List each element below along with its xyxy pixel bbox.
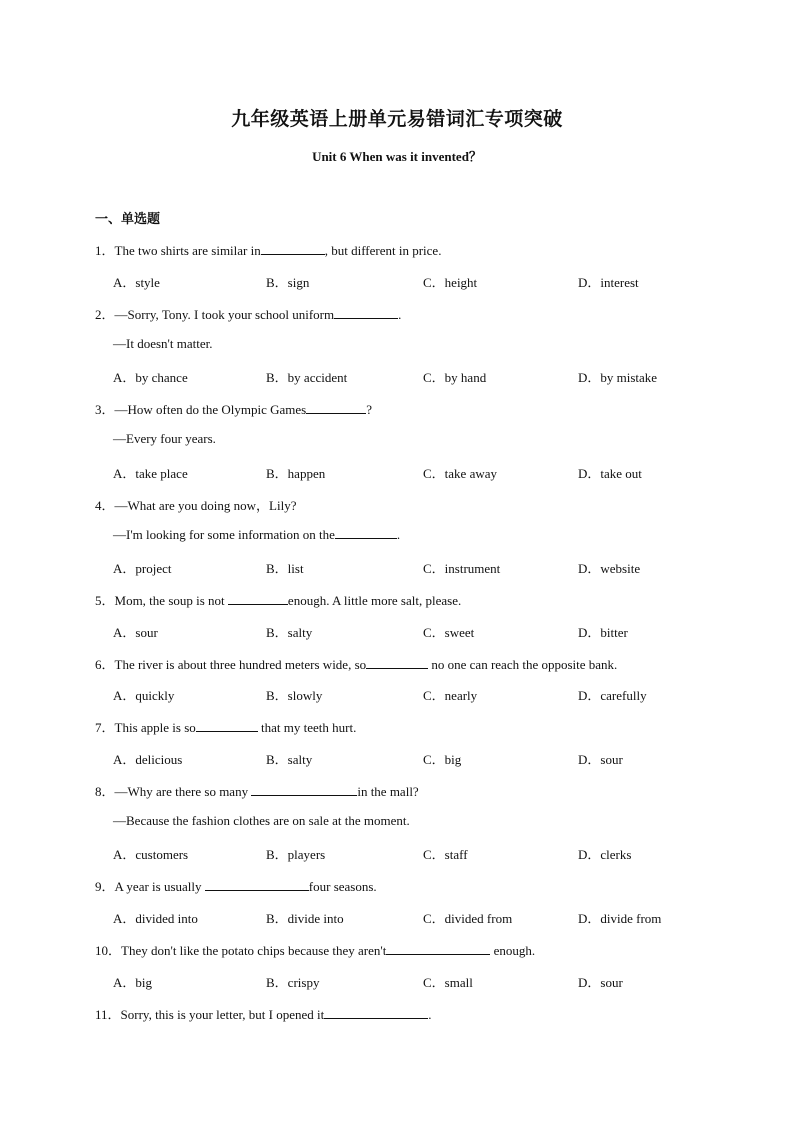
- option-d[interactable]: D．bitter: [578, 625, 628, 640]
- answer-blank: [306, 401, 366, 414]
- question-2: [95, 304, 401, 323]
- option-a[interactable]: A．by chance: [113, 370, 188, 385]
- question-text: —What are you doing now，Lily?: [114, 498, 297, 513]
- option-a[interactable]: A．divided into: [113, 911, 198, 926]
- question-number: 1．: [95, 243, 115, 258]
- question-text: —Why are there so many: [114, 784, 252, 799]
- question-11: [95, 1004, 432, 1023]
- option-c[interactable]: C．divided from: [423, 911, 513, 926]
- question-number: 11．: [95, 1007, 121, 1022]
- answer-blank: [335, 526, 397, 539]
- question-text-end: ?: [366, 402, 373, 417]
- option-d[interactable]: D．sour: [578, 752, 623, 767]
- question-text: The two shirts are similar in: [114, 243, 261, 258]
- option-c[interactable]: C．height: [423, 275, 478, 290]
- option-a[interactable]: A．take place: [113, 466, 188, 481]
- question-text: They don't like the potato chips because they aren't: [121, 943, 387, 958]
- option-b[interactable]: B．crispy: [266, 975, 320, 990]
- dialog-line: —Every four years.: [113, 431, 216, 446]
- section-heading: 一、单选题: [95, 212, 161, 227]
- option-b[interactable]: B．by accident: [266, 370, 348, 385]
- question-text-end: no one can reach the opposite bank.: [428, 657, 618, 672]
- option-d[interactable]: D．clerks: [578, 847, 632, 862]
- option-d[interactable]: D．website: [578, 561, 641, 576]
- answer-blank: [334, 306, 398, 319]
- answer-blank: [366, 656, 428, 669]
- question-text: —Sorry, Tony. I took your school uniform: [114, 307, 335, 322]
- question-number: 10．: [95, 943, 122, 958]
- page-subtitle: Unit 6 When was it invented？: [312, 149, 482, 164]
- option-d[interactable]: D．divide from: [578, 911, 662, 926]
- question-text: —How often do the Olympic Games: [114, 402, 307, 417]
- option-b[interactable]: B．players: [266, 847, 326, 862]
- question-text: Sorry, this is your letter, but I opened it: [120, 1007, 325, 1022]
- question-number: 2．: [95, 307, 115, 322]
- option-c[interactable]: C．by hand: [423, 370, 487, 385]
- option-c[interactable]: C．nearly: [423, 688, 478, 703]
- answer-blank: [196, 719, 258, 732]
- option-a[interactable]: A．style: [113, 275, 160, 290]
- option-c[interactable]: C．instrument: [423, 561, 501, 576]
- question-text-end: that my teeth hurt.: [257, 720, 357, 735]
- option-b[interactable]: B．list: [266, 561, 304, 576]
- answer-blank: [228, 592, 288, 605]
- option-c[interactable]: C．take away: [423, 466, 498, 481]
- question-4: [95, 495, 296, 514]
- page-title: 九年级英语上册单元易错词汇专项突破: [231, 108, 563, 130]
- option-b[interactable]: B．sign: [266, 275, 310, 290]
- question-number: 4．: [95, 498, 115, 513]
- option-d[interactable]: D．take out: [578, 466, 642, 481]
- question-text-end: four seasons.: [308, 879, 377, 894]
- answer-blank: [261, 242, 325, 255]
- question-text: This apple is so: [114, 720, 196, 735]
- option-a[interactable]: A．customers: [113, 847, 189, 862]
- option-b[interactable]: B．divide into: [266, 911, 344, 926]
- question-3: [95, 399, 372, 418]
- question-number: 9．: [95, 879, 115, 894]
- question-8: [95, 781, 419, 800]
- option-d[interactable]: D．sour: [578, 975, 623, 990]
- option-d[interactable]: D．interest: [578, 275, 639, 290]
- option-d[interactable]: D．by mistake: [578, 370, 658, 385]
- question-number: 7．: [95, 720, 115, 735]
- question-6: [95, 654, 617, 673]
- answer-blank: [205, 878, 309, 891]
- answer-blank: [251, 783, 357, 796]
- option-c[interactable]: C．sweet: [423, 625, 475, 640]
- question-10: [95, 940, 535, 959]
- question-number: 6．: [95, 657, 115, 672]
- answer-blank: [324, 1006, 428, 1019]
- option-a[interactable]: A．quickly: [113, 688, 175, 703]
- question-text: The river is about three hundred meters wide, so: [114, 657, 367, 672]
- option-a[interactable]: A．big: [113, 975, 153, 990]
- question-number: 5．: [95, 593, 115, 608]
- question-1: [95, 240, 441, 259]
- option-b[interactable]: B．salty: [266, 752, 313, 767]
- question-number: 3．: [95, 402, 115, 417]
- question-text: Mom, the soup is not: [114, 593, 228, 608]
- option-b[interactable]: B．slowly: [266, 688, 323, 703]
- option-c[interactable]: C．staff: [423, 847, 468, 862]
- question-number: 8．: [95, 784, 115, 799]
- dialog-line: —It doesn't matter.: [113, 336, 213, 351]
- option-d[interactable]: D．carefully: [578, 688, 647, 703]
- option-b[interactable]: B．salty: [266, 625, 313, 640]
- answer-blank: [386, 942, 490, 955]
- question-text-end: .: [398, 307, 402, 322]
- dialog-text: —I'm looking for some information on the: [113, 527, 335, 542]
- question-9: [95, 876, 377, 895]
- option-c[interactable]: C．small: [423, 975, 473, 990]
- dialog-text-end: .: [396, 527, 401, 542]
- question-7: [95, 717, 356, 736]
- option-a[interactable]: A．sour: [113, 625, 158, 640]
- question-text-end: .: [428, 1007, 432, 1022]
- option-a[interactable]: A．delicious: [113, 752, 183, 767]
- question-text-end: in the mall?: [357, 784, 419, 799]
- dialog-line: [113, 526, 400, 543]
- option-b[interactable]: B．happen: [266, 466, 326, 481]
- dialog-line: —Because the fashion clothes are on sale at the moment.: [113, 813, 410, 828]
- question-text: A year is usually: [114, 879, 205, 894]
- question-5: [95, 590, 461, 609]
- option-a[interactable]: A．project: [113, 561, 172, 576]
- question-text-end: enough. A little more salt, please.: [287, 593, 462, 608]
- question-text-end: enough.: [490, 943, 536, 958]
- question-text-end: , but different in price.: [324, 243, 442, 258]
- option-c[interactable]: C．big: [423, 752, 462, 767]
